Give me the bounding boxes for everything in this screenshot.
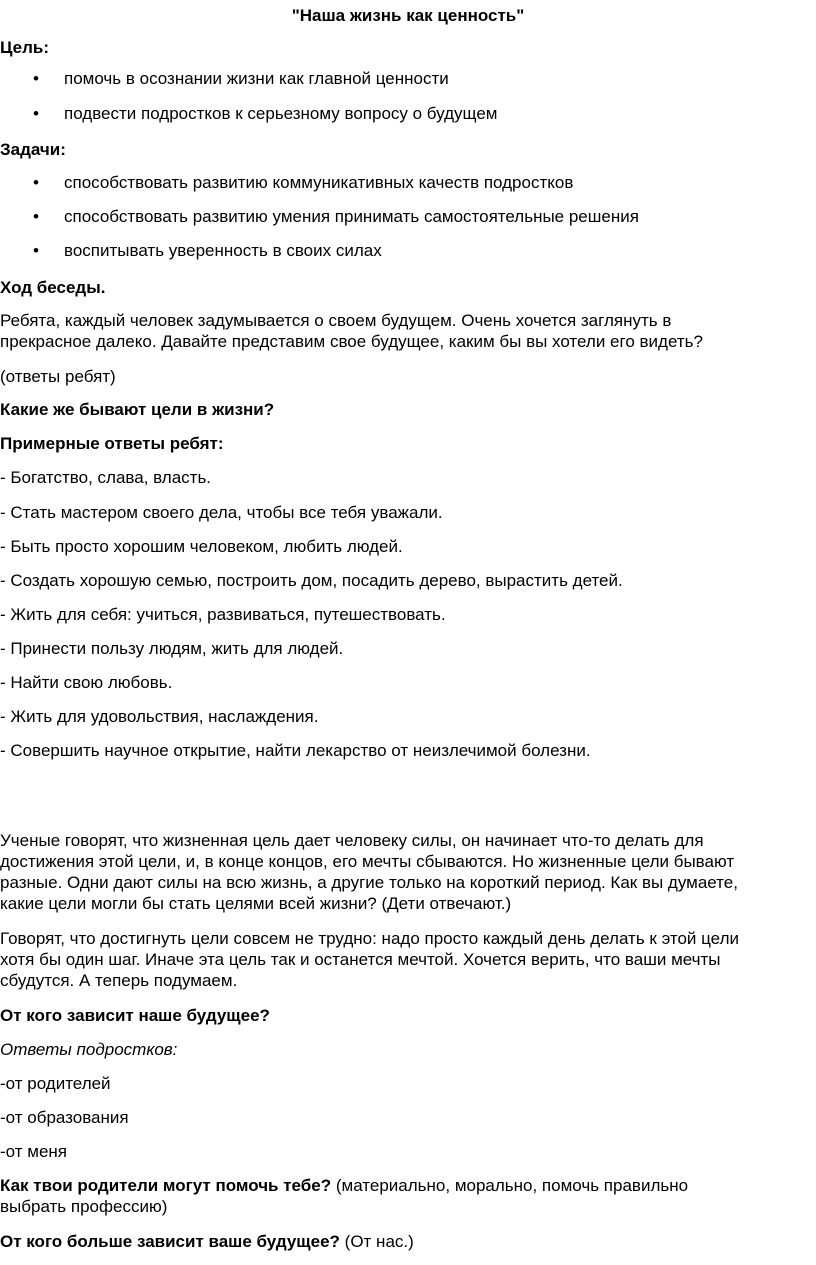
saying-paragraph-line: сбудутся. А теперь подумаем. xyxy=(0,971,238,990)
task-item: способствовать развитию коммуникативных качеств подростков xyxy=(64,173,574,192)
scientists-paragraph-line: разные. Одни дают силы на всю жизнь, а другие только на короткий период. Как вы думаете, xyxy=(0,873,738,892)
question-future: От кого зависит наше будущее? xyxy=(0,1006,270,1025)
saying-paragraph-line: Говорят, что достигнуть цели совсем не трудно: надо просто каждый день делать к этой цели xyxy=(0,929,739,948)
answer-item: - Быть просто хорошим человеком, любить людей. xyxy=(0,537,403,556)
teen-answer-item: -от родителей xyxy=(0,1074,111,1093)
parents-question: Как твои родители могут помочь тебе? xyxy=(0,1176,332,1195)
parents-question-line xyxy=(0,1175,812,1196)
answer-item: - Жить для удовольствия, наслаждения. xyxy=(0,707,319,726)
intro-paragraph-line: прекрасное далеко. Давайте представим свое будущее, каким бы вы хотели его видеть? xyxy=(0,332,703,351)
question-goals: Какие же бывают цели в жизни? xyxy=(0,400,275,419)
answer-item: - Создать хорошую семью, построить дом, посадить дерево, вырастить детей. xyxy=(0,571,623,590)
scientists-paragraph-line: Ученые говорят, что жизненная цель дает человеку силы, он начинает что-то делать для xyxy=(0,831,704,850)
task-item: способствовать развитию умения принимать самостоятельные решения xyxy=(64,207,639,226)
teen-answer-item: -от образования xyxy=(0,1108,129,1127)
scientists-paragraph-line: достижения этой цели, и, в конце концов, его мечты сбываются. Но жизненные цели бывают xyxy=(0,852,735,871)
goal-item: подвести подростков к серьезному вопросу о будущем xyxy=(64,104,498,123)
task-item: воспитывать уверенность в своих силах xyxy=(64,241,382,260)
answer-item: - Принести пользу людям, жить для людей. xyxy=(0,639,344,658)
parents-question-answer: (материально, морально, помочь правильно xyxy=(331,1176,689,1195)
bullet-icon: • xyxy=(33,69,39,88)
intro-paragraph-line: Ребята, каждый человек задумывается о своем будущем. Очень хочется заглянуть в xyxy=(0,311,672,330)
kids-answers-note: (ответы ребят) xyxy=(0,367,116,386)
goal-item: помочь в осознании жизни как главной ценности xyxy=(64,69,449,88)
parents-question-line2: выбрать профессию) xyxy=(0,1197,168,1216)
bullet-icon: • xyxy=(33,104,39,123)
more-question-answer: (От нас.) xyxy=(339,1232,414,1251)
teen-answers-heading: Ответы подростков: xyxy=(0,1040,178,1059)
more-question: От кого больше зависит ваше будущее? xyxy=(0,1232,340,1251)
answer-item: - Богатство, слава, власть. xyxy=(0,468,212,487)
goal-heading: Цель: xyxy=(0,38,49,57)
tasks-heading: Задачи: xyxy=(0,140,66,159)
progress-heading: Ход беседы. xyxy=(0,278,106,297)
answer-item: - Стать мастером своего дела, чтобы все тебя уважали. xyxy=(0,503,443,522)
more-question-line xyxy=(0,1231,812,1252)
saying-paragraph-line: хотя бы один шаг. Иначе эта цель так и останется мечтой. Хочется верить, что ваши мечты xyxy=(0,950,721,969)
document-title: "Наша жизнь как ценность" xyxy=(291,6,525,25)
bullet-icon: • xyxy=(33,241,39,260)
answer-item: - Жить для себя: учиться, развиваться, путешествовать. xyxy=(0,605,446,624)
answer-item: - Совершить научное открытие, найти лекарство от неизлечимой болезни. xyxy=(0,741,591,760)
bullet-icon: • xyxy=(33,173,39,192)
scientists-paragraph-line: какие цели могли бы стать целями всей жизни? (Дети отвечают.) xyxy=(0,894,512,913)
answer-item: - Найти свою любовь. xyxy=(0,673,173,692)
sample-answers-heading: Примерные ответы ребят: xyxy=(0,434,224,453)
teen-answer-item: -от меня xyxy=(0,1142,67,1161)
bullet-icon: • xyxy=(33,207,39,226)
